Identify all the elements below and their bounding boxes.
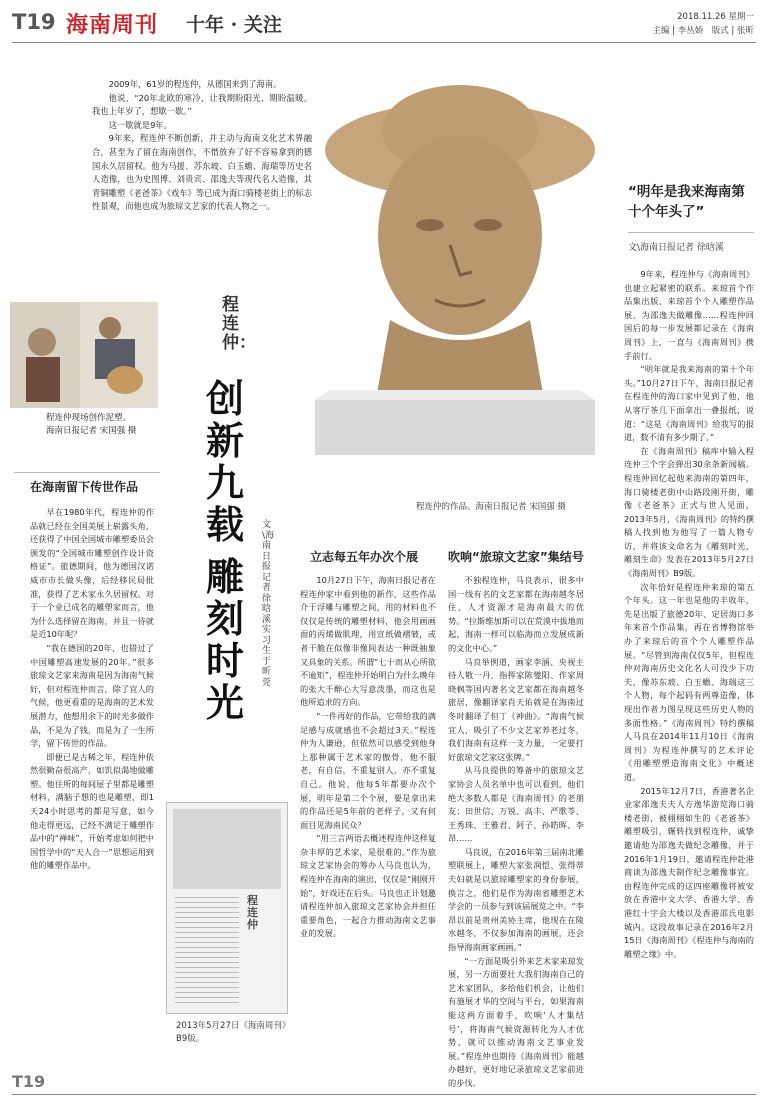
mid2-title: 吹响“旅琼文艺家”集结号 — [448, 550, 584, 564]
footer-rule — [12, 1094, 756, 1095]
logo: 海南周刊 — [66, 13, 159, 38]
mid1-text: 10月27日下午，海南日报记者在程连仲家中看到他的新作，这些作品介于浮雕与雕塑之间，用的材料也不仅仅是传统的雕塑材料，他会用画画面的丙烯做肌理，用宣纸做褶皱，或者干脆在似像非像间表达一种既抽象又具象的关系。所谓“七十而从心所欲不逾矩”，程连仲开始明白为什么晚年的张大千醉心大写意泼墨，而这也是他所追求的方向。 “一件再好的作品，它带给我的满足感与成就感也不会超过3天。”程连仲为人谦逊，但依然可以感受到他身上那种属于艺术家的傲骨，他不服老，有自信，不重复别人，亦不重复自己。他说，他每5年都要办次个展，明年是第二个个展，要是拿出来的作品还是5年前的老样子，又有何面目见海南民众？ “用三言两语去概述程连仲这样复杂丰厚的艺术家，是很难的。”作为旅琼文艺家协会的筹办人马良也认为，程连仲在海南的演出，仅仅是“刚刚开始”，好戏还在后头。马良也正计划邀请程连仲加入旅琼文艺家协会并担任重要角色，一起合力推动海南文艺事业的发展。 — [300, 575, 436, 939]
artist-photo — [10, 302, 158, 408]
mid2-text: 不独程连仲，马良表示，很多中国一线有名的文艺家都在海南越冬居住，人才资源才是海南最大的优势。“拉斯维加斯可以在荒漠中拔地而起，海南一样可以临海而立发展成新的文化中心。” 马良举例道，画家李涵、央视主持人敬一丹、指挥家陈燮阳、作家周晓枫等国内著名文艺家都在海南越冬旅居，像翻译家肖天佑就是在海南过冬时翻译了但丁《神曲》。“海南气候宜人，吸引了不少文艺家养老过冬，我们海南有这样一支力量，一定要打好旅琼文艺家这张牌。” 从马良提供的筹备中的旅琼文艺家协会人员名单中也可以看到，他们绝大多数人都是《海南周刊》的老朋友：田世信、万锐、高丰、严歌苓、王秀珠、王雅君、阿子、孙皓晖、李昂…… 马良说，在2016年第三届南北雕塑联展上，雕塑大家张润恺、张得蒂夫妇就是以旅琼雕塑家的身份参展，换言之，他们是作为海南省雕塑艺术学会的一员参与到该届展览之中。“李昂以前是贵州美协主席，他现在在陵水越冬，不仅参加海南的画展，还会指导海南画家画画。” “一方面是吸引外来艺术家来琼发展，另一方面要壮大我们海南自己的艺术家团队，多给他们机会，让他们有施展才华的空间与平台，如果海南能这两方面着手，吹响‘人才集结号’，将海南气候资源转化为人才优势，就可以推动海南文艺事业发展。”程连仲也期待《海南周刊》能越办越好，更好地记录旅琼文艺家前进的步伐。 — [448, 575, 584, 1088]
page-number: T19 — [12, 10, 56, 34]
page-header — [0, 0, 768, 42]
editor-credits: 主编 | 李丛娇 版式 | 张昕 — [652, 26, 754, 36]
right-title-rule — [628, 232, 754, 233]
newspaper-clipping — [166, 802, 288, 1014]
clipping-title: 程连仲 — [247, 894, 258, 931]
sculpture-caption: 程连仲的作品。海南日报记者 宋国强 摄 — [416, 502, 566, 512]
headline-line2: 雕刻时光 — [206, 555, 245, 725]
left-column-title: 在海南留下传世作品 — [30, 480, 139, 494]
right-byline: 文\海南日报记者 徐晗溪 — [628, 243, 724, 253]
header-rule — [12, 42, 756, 43]
headline-byline: 文\海南日报记者 徐晗溪 实习生 于昕莞 — [262, 520, 281, 688]
headline-line1: 创新九载 — [206, 377, 245, 547]
footer-page-number: T19 — [12, 1072, 46, 1091]
right-column-text: 9年来，程连仲与《海南周刊》也建立起紧密的联系。来琼首个作品集出版、来琼首个个人雕塑作品展、为邵逸夫做雕像……程连仲回国后的每一步发展都记录在《海南周刊》上，一直与《海南周刊》携手前行。 “明年就是我来海南的第十个年头。”10月27日下午，海南日报记者在程连仲的海口家中见到了他，他从客厅茶几下面拿出一叠报纸，说道：“这是《海南周刊》给我写的报道，数不清有多少期了。” 在《海南周刊》稿库中输入程连仲三个字会弹出30余条新闻稿。程连仲回忆起他来海南的第四年，海口骑楼老街中山路段刚开街，雕像《老爸茶》正式与世人见面，2013年5月，《海南周刊》的特约撰稿人找到他为他写了一篇人物专访，并将该文命名为《雕刻时光，雕刻生命》发表在2013年5月27日《海南周刊》B9版。 次年恰好是程连仲来琼的第五个年头。这一年也是他的丰收年，先是出版了旅德20年、定居海口多年来首个作品集，再在省博物馆举办了来琼后的首个个人雕塑作品展。“尽管到海南仅仅5年，但程连仲对海南历史文化名人可没少下功夫，像苏东坡、白玉蟾、海瑞这三个人物，每个起码有两尊造像，体现出作者力图呈现这些历史人物的多面性格。”《海南周刊》特约撰稿人马良在2014年11月10日《海南周刊》为程连仲撰写的艺术评论《用雕塑塑造海南文化》中概述道。 2015年12月7日，香港著名企业家邵逸夫夫人方逸华游览海口骑楼老街，被栩栩如生的《老爸茶》雕塑吸引，辗转找到程连仲，诚挚邀请他为邵逸夫做纪念雕像，并于2016年1月19日，邀请程连仲赴港商谈为邵逸夫制作纪念雕像事宜。由程连仲完成的这四座雕像将被安放在香港中文大学、香港大学、香港红十字会大楼以及香港邵氏电影城内。这段故事记录在2016年2月15日《海南周刊》《程连仲与海南的雕塑之缘》中。 — [624, 269, 754, 959]
mid1-title: 立志每五年办次个展 — [310, 550, 419, 564]
sculpture-photo — [300, 60, 610, 490]
left-column-text: 早在1980年代，程连仲的作品就已经在全国美展上崭露头角，还获得了中国全国城市雕塑委员会颁发的“全国城市雕塑创作设计资格证”。旅德期间，他为德国汉诺威市市长做头像，后经移民局批准，获得了艺术家永久居留权。对于一个业已成名的雕塑家而言，他为什么选择留在海南，并且一待就是近10年呢？ “我在德国的20年，也错过了中国雕塑高速发展的20年。”很多旅琼文艺家来海南是因为海南气候好，但对程连仲而言，除了宜人的气候，他更看重的是海南的艺术发展潜力，他想用余下的时光多做作品，不是为了钱，而是为了一生所学，留下传世的作品。 即便已是古稀之年，程连仲依然很勤奋很高产，如饥似渴地做雕塑。他住所的每间屋子里都是雕塑材料，满脑子想的也是雕塑，即1天24小时思考的都是写意，如今他走得更远，已经不满足于雕塑作品中的“禅味”，开始考虑如何把中国哲学中的“天人合一”思想运用到他的雕塑作品中。 — [30, 507, 154, 871]
section-title: 十年 · 关注 — [186, 14, 282, 36]
clipping-caption: 2013年5月27日《海南周刊》B9版。 — [176, 1021, 287, 1044]
headline-name: 程连仲： — [222, 295, 256, 353]
left-top-rule — [14, 472, 160, 473]
issue-date: 2018.11.26 星期一 — [677, 12, 754, 22]
artist-photo-caption: 程连仲现场创作泥塑。 海南日报记者 宋国强 摄 — [46, 413, 137, 436]
intro-text: 2009年，61岁的程连仲，从德国来到了海南。 他说，“20年北欧的寒冷，让我期盼阳光、期盼温暖。我也上年岁了，想歇一歇。” 这一歇就是9年。 9年来，程连仲不断创新，并主动与海南文化艺术界融合，甚至为了留在海南创作，不惜放弃了好不容易拿到的德国永久居留权。他为马援、苏东坡、白玉蟾、海瑞等历史名人造像，也为史图博、刘贵宾、邵逸夫等现代名人造像，其青铜雕塑《老爸茶》《戏车》等已成为海口骑楼老街上的标志性景观，而他也成为旅琼文艺家的代表人物之一。 — [92, 79, 312, 212]
right-column-title: “明年是我来海南第十个年头了” — [628, 184, 745, 220]
